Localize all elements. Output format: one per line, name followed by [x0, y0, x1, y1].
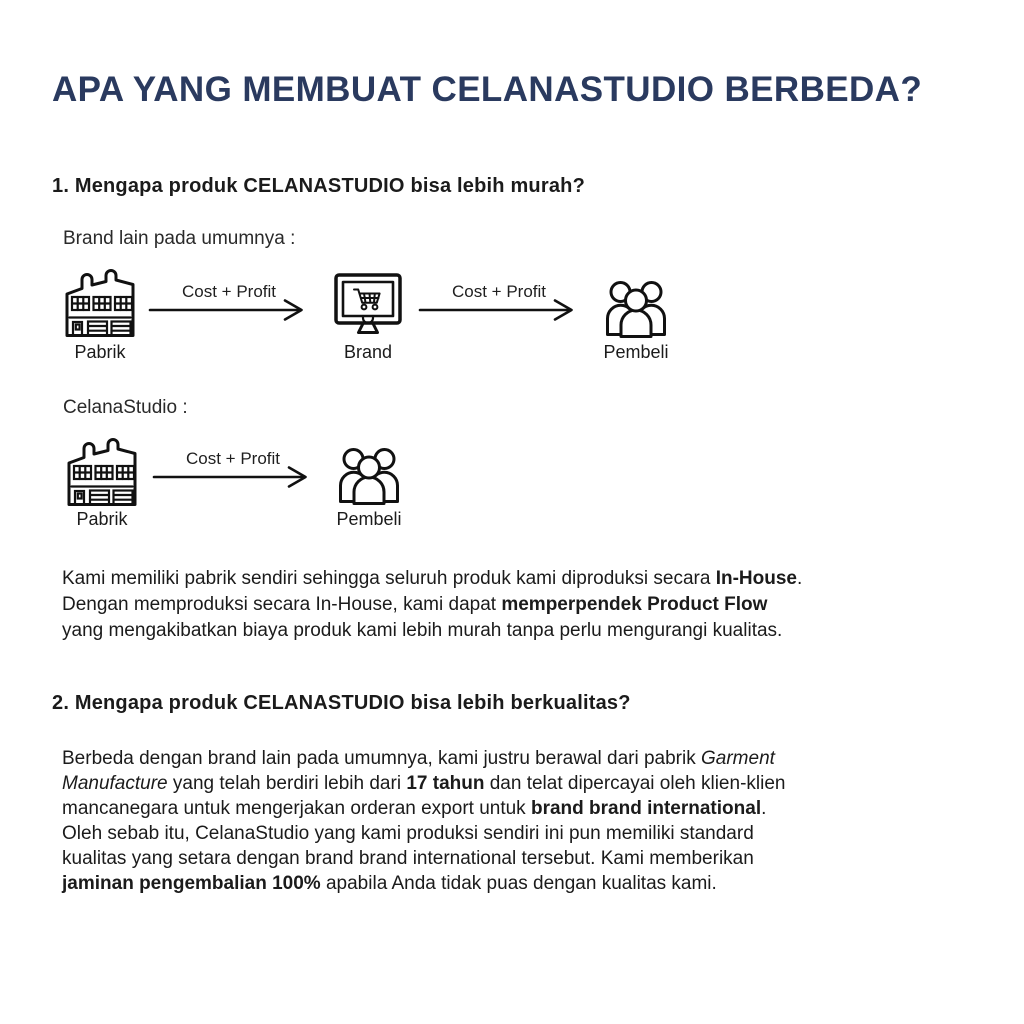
paragraph-kualitas: Berbeda dengan brand lain pada umumnya, kami justru berawal dari pabrik Garment Manufacture yang telah berdiri lebih dari 17 tahun dan telat dipercayai oleh klien-klien mancanegara untuk mengerjakan orderan export untuk brand brand international. Oleh sebab itu, CelanaStudio yang kami produksi sendiri ini pun memiliki standard kualitas yang setara dengan brand brand international tersebut. Kami memberikan jaminan pengembalian 100% apabila Anda tidak puas dengan kualitas kami.: [62, 748, 786, 894]
flow-caption-celanastudio: CelanaStudio :: [63, 397, 188, 418]
flow-node-label-pabrik: Pabrik: [74, 342, 126, 362]
factory-icon: [60, 267, 140, 338]
page-title: APA YANG MEMBUAT CELANASTUDIO BERBEDA?: [52, 70, 923, 109]
flow-arrow-cost-profit-1: [148, 282, 310, 322]
arrow-label: Cost + Profit: [451, 282, 546, 301]
arrow-label: Cost + Profit: [181, 282, 276, 301]
flow-node-label-pembeli: Pembeli: [336, 509, 402, 529]
factory-icon: [62, 436, 142, 507]
section-heading-murah: 1. Mengapa produk CELANASTUDIO bisa lebih murah?: [52, 175, 585, 197]
flow-node-label-pembeli: Pembeli: [603, 342, 669, 362]
people-group-icon: [604, 277, 668, 338]
flow-node-label-brand: Brand: [343, 342, 393, 362]
flow-arrow-cost-profit-2: [418, 282, 580, 322]
flow-node-label-pabrik: Pabrik: [76, 509, 128, 529]
flow-caption-brand-lain: Brand lain pada umumnya :: [63, 228, 296, 249]
people-group-icon: [337, 444, 401, 505]
paragraph-in-house: Kami memiliki pabrik sendiri sehingga seluruh produk kami diproduksi secara In-House. Dengan memproduksi secara In-House, kami dapat memperpendek Product Flow yang mengakibatkan biaya produk kami lebih murah tanpa perlu mengurangi kualitas.: [62, 568, 803, 641]
section-heading-berkualitas: 2. Mengapa produk CELANASTUDIO bisa lebih berkualitas?: [52, 692, 631, 714]
arrow-label: Cost + Profit: [185, 449, 280, 468]
monitor-cart-icon: [332, 271, 404, 339]
flow-arrow-cost-profit-3: [152, 449, 314, 489]
